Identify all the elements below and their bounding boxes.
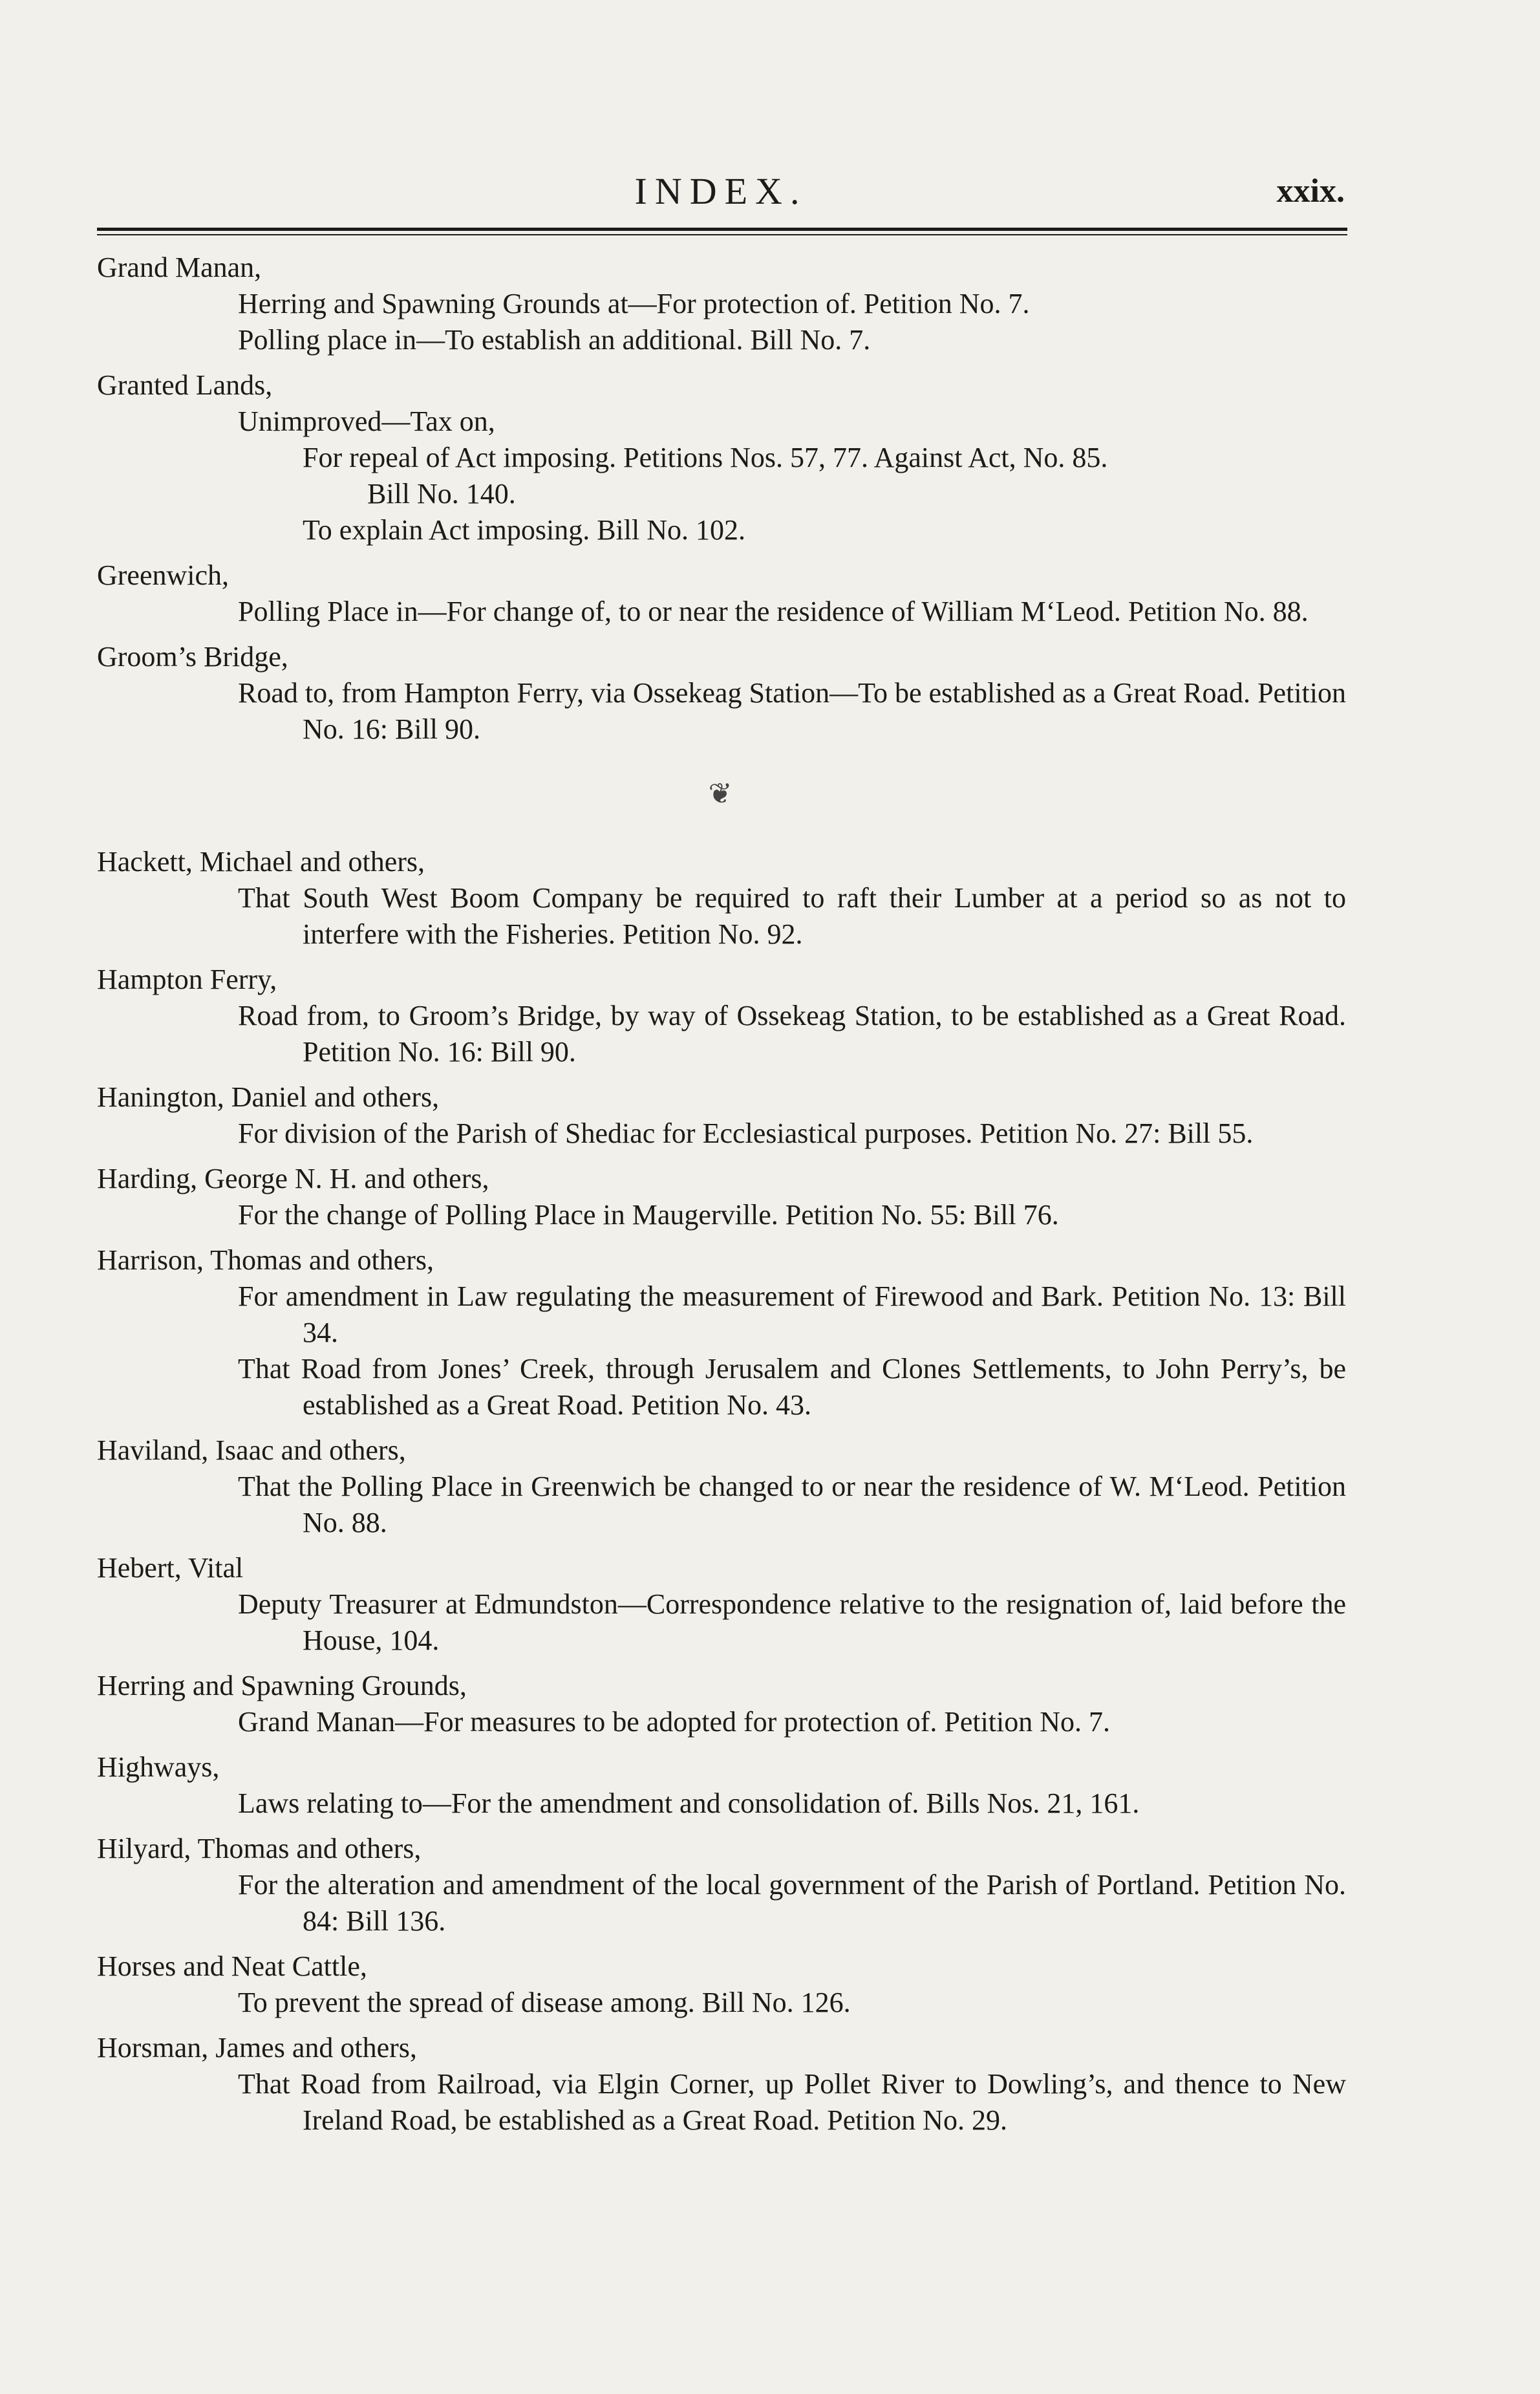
entry-continuation: Bill No. 140. (367, 478, 516, 510)
entry-heading: Horses and Neat Cattle, (97, 1950, 367, 1982)
entry-subitem: Laws relating to—For the amendment and consolidation of. Bills Nos. 21, 161. (238, 1787, 1140, 1819)
entry-subitem: Unimproved—Tax on, (238, 405, 495, 437)
page-number: xxix. (1276, 173, 1345, 210)
index-entry (97, 1668, 1346, 1740)
header-rule-thick (97, 228, 1347, 231)
entry-heading: Grand Manan, (97, 252, 262, 283)
index-content (97, 250, 1346, 2148)
index-entry (97, 639, 1346, 748)
page-title: INDEX. (634, 170, 807, 212)
entry-subsubitem: For repeal of Act imposing. Petitions Nos. 57, 77. Against Act, No. 85. (303, 442, 1108, 473)
entry-heading: Hebert, Vital (97, 1552, 244, 1584)
entry-subitem: Polling Place in—For change of, to or near the residence of William M‘Leod. Petition No. 88. (238, 596, 1309, 627)
entry-subitem: Deputy Treasurer at Edmundston—Correspondence relative to the resignation of, laid before the House, 104. (238, 1588, 1346, 1656)
index-entry (97, 2030, 1346, 2139)
entry-heading: Haviland, Isaac and others, (97, 1434, 406, 1466)
entry-heading: Hampton Ferry, (97, 964, 277, 995)
entry-heading: Groom’s Bridge, (97, 641, 288, 673)
index-entry (97, 1079, 1346, 1152)
index-entry (97, 962, 1346, 1070)
header-rule-thin (97, 234, 1347, 235)
entry-heading: Herring and Spawning Grounds, (97, 1670, 467, 1701)
page-header (97, 169, 1345, 215)
entry-subitem: Road to, from Hampton Ferry, via Ossekeag Station—To be established as a Great Road. Petition No. 16: Bill 90. (238, 677, 1346, 745)
entry-subitem: To prevent the spread of disease among. Bill No. 126. (238, 1987, 851, 2018)
section-ornament-icon: ❦ (708, 778, 735, 810)
index-entry (97, 1161, 1346, 1233)
entry-heading: Hanington, Daniel and others, (97, 1081, 440, 1113)
entry-heading: Greenwich, (97, 559, 230, 591)
entry-heading: Hilyard, Thomas and others, (97, 1833, 422, 1864)
entry-subitem: Road from, to Groom’s Bridge, by way of Ossekeag Station, to be established as a Great Road. Petition No. 16: Bill 90. (238, 1000, 1346, 1068)
entry-heading: Highways, (97, 1751, 220, 1783)
entry-subitem: For the change of Polling Place in Maugerville. Petition No. 55: Bill 76. (238, 1199, 1059, 1231)
entry-subitem: That Road from Jones’ Creek, through Jerusalem and Clones Settlements, to John Perry’s, be established as a Great Road. Petition No. 43. (238, 1353, 1346, 1421)
index-entry (97, 844, 1346, 953)
index-entry (97, 1749, 1346, 1822)
index-entry (97, 1432, 1346, 1541)
entry-heading: Harrison, Thomas and others, (97, 1244, 434, 1276)
entry-heading: Hackett, Michael and others, (97, 846, 425, 878)
index-entry (97, 1831, 1346, 1939)
index-entry (97, 367, 1346, 548)
entry-subitem: Herring and Spawning Grounds at—For protection of. Petition No. 7. (238, 288, 1030, 319)
index-entry (97, 1550, 1346, 1659)
entry-heading: Harding, George N. H. and others, (97, 1163, 489, 1194)
index-entry (97, 1242, 1346, 1423)
entry-subitem: Polling place in—To establish an additional. Bill No. 7. (238, 324, 871, 356)
entry-subitem: For amendment in Law regulating the measurement of Firewood and Bark. Petition No. 13: Bill 34. (238, 1280, 1346, 1348)
entry-subitem: That South West Boom Company be required to raft their Lumber at a period so as not to interfere with the Fisheries. Petition No. 92. (238, 882, 1346, 950)
entry-subitem: For division of the Parish of Shediac for Ecclesiastical purposes. Petition No. 27: Bill 55. (238, 1117, 1254, 1149)
index-entry (97, 1948, 1346, 2021)
index-entry (97, 557, 1346, 630)
entry-subitem: Grand Manan—For measures to be adopted for protection of. Petition No. 7. (238, 1706, 1111, 1738)
index-entry (97, 250, 1346, 358)
entry-subitem: That the Polling Place in Greenwich be changed to or near the residence of W. M‘Leod. Petition No. 88. (238, 1471, 1346, 1538)
entry-subitem: That Road from Railroad, via Elgin Corner, up Pollet River to Dowling’s, and thence to New Ireland Road, be established as a Great Road. Petition No. 29. (238, 2068, 1346, 2136)
entry-subsubitem: To explain Act imposing. Bill No. 102. (303, 514, 746, 546)
entry-heading: Horsman, James and others, (97, 2032, 417, 2064)
entry-subitem: For the alteration and amendment of the local government of the Parish of Portland. Petition No. 84: Bill 136. (238, 1869, 1346, 1937)
entry-heading: Granted Lands, (97, 369, 273, 401)
